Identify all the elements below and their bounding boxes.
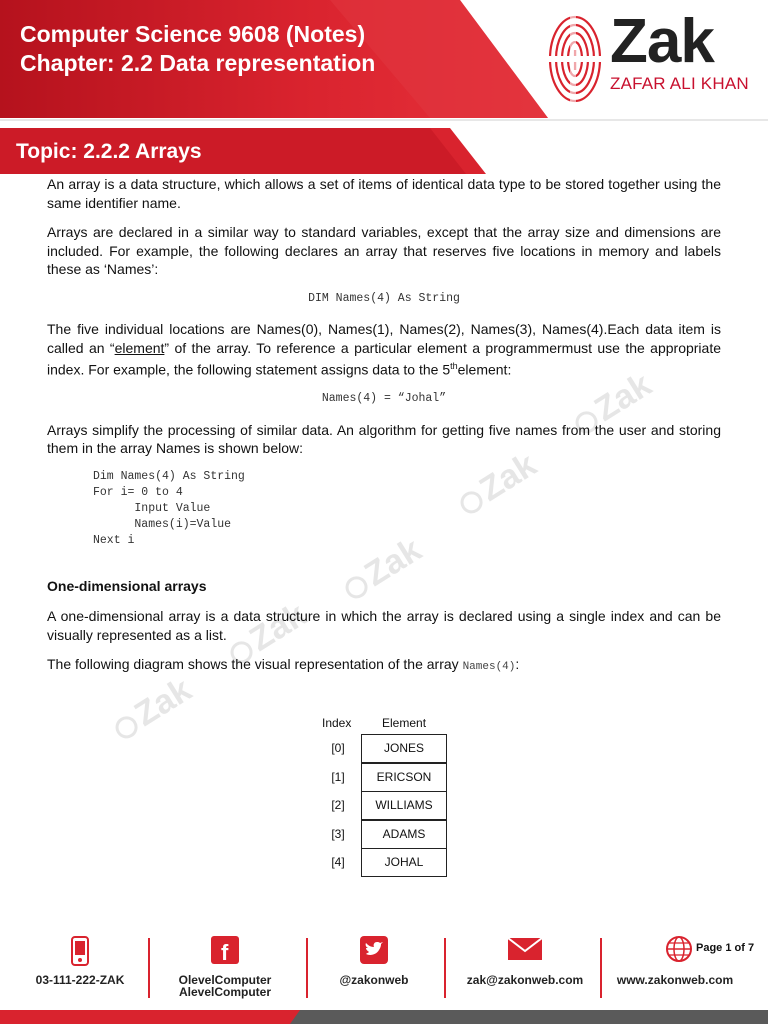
array-index: [1] [331,769,345,784]
array-element: JONES [361,734,447,763]
array-diagram [318,714,453,877]
watermark-logo: Zak [566,366,658,444]
watermark-logo: Zak [451,446,543,524]
svg-text:f: f [221,940,229,965]
footer-facebook: f OlevelComputer AlevelComputer [160,930,290,1008]
array-row [318,820,453,849]
footer-phone: 03-111-222-ZAK [20,930,140,1008]
paragraph: The following diagram shows the visual representation of the array Names(4): [47,656,520,674]
chapter-title: Chapter: 2.2 Data representation [20,50,376,76]
array-index: [3] [331,826,345,841]
globe-icon [666,936,692,966]
array-row [318,848,453,877]
footer-email: zak@zakonweb.com [456,930,594,1008]
course-title: Computer Science 9608 (Notes) [20,21,366,47]
array-element: ERICSON [361,763,447,792]
array-row [318,791,453,820]
fingerprint-icon [546,12,604,106]
zak-logo [546,7,756,110]
document-body [47,175,721,688]
paragraph: An array is a data structure, which allows a set of items of identical data type to be stored together using the same identifier name. [47,176,721,211]
facebook-icon [211,936,239,966]
paragraph: Arrays are declared in a similar way to standard variables, except that the array size and dimensions are included. For example, the following declares an array that reserves five locations in memory and labels these as ‘Names’: [47,224,721,277]
element-header: Element [382,716,427,730]
element-term: element [114,339,165,356]
twitter-icon [360,936,388,966]
email-icon [508,936,542,966]
array-row [318,763,453,792]
logo-wordmark: Zak [610,7,714,76]
paragraph: A one-dimensional array is a data structure in which the array is declared using a single index and can be visually represented as a list. [47,608,721,643]
footer-twitter: @zakonweb [318,930,430,1008]
logo-subtitle: ZAFAR ALI KHAN [610,74,749,93]
paragraph: The five individual locations are Names(0), Names(1), Names(2), Names(3), Names(4).Each data item is called an “element” of the array. To reference a particular element a programmermust use the appropriate index. For example, the following statement assigns data to the 5thelement: [47,321,721,378]
array-element: ADAMS [361,820,447,849]
header-title [20,20,375,78]
phone-icon [71,936,89,966]
array-index: [4] [331,855,345,869]
array-element: JOHAL [361,848,447,877]
code-block: Dim Names(4) As String For i= 0 to 4 Input Value Names(i)=Value Next i [93,469,245,547]
index-header: Index [322,716,352,730]
array-index: [2] [331,798,345,812]
watermark-logo: Zak [336,531,428,609]
watermark-logo: Zak [221,596,313,674]
diagram-header [318,714,453,734]
page-number: Page 1 of 7 [696,942,755,954]
array-row [318,734,453,763]
topic-bar [0,128,768,176]
code-snippet: DIM Names(4) As String [308,291,460,305]
paragraph: Arrays simplify the processing of similar data. An algorithm for getting five names from the user and storing them in the array Names is shown below: [47,421,721,457]
section-heading: One-dimensional arrays [47,577,207,594]
topic-title: Topic: 2.2.2 Arrays [16,140,202,163]
array-index: [0] [331,741,345,755]
array-element: WILLIAMS [361,791,447,820]
code-snippet: Names(4) = “Johal” [321,392,447,406]
footer-website: www.zakonweb.com [608,930,742,1008]
footer-band [0,1010,768,1024]
page-header [0,0,768,122]
watermark-logo: Zak [106,671,198,749]
